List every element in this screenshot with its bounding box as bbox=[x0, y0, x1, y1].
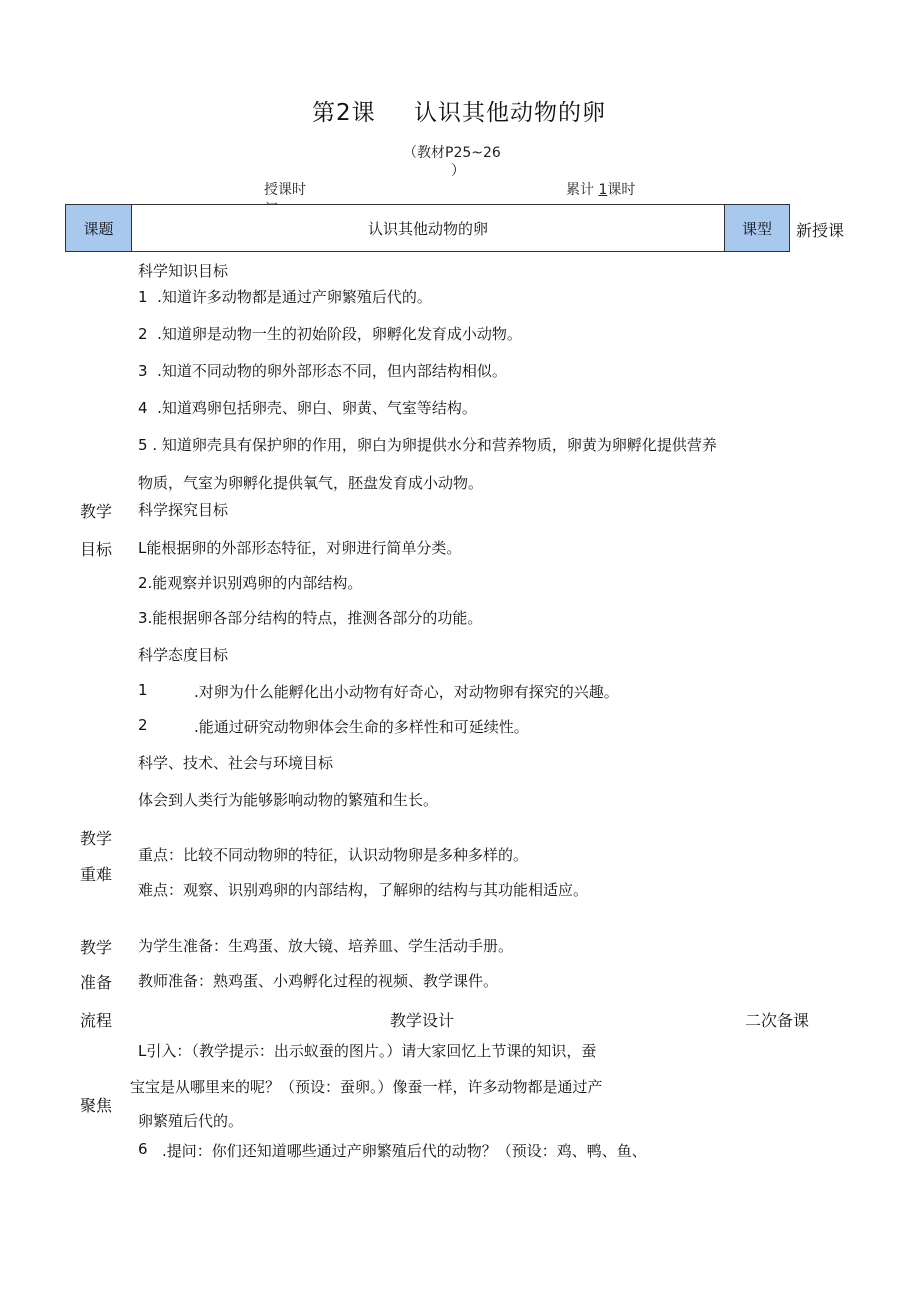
design-column-header: 教学设计 bbox=[390, 1011, 455, 1030]
prep-teacher: 教师准备：熟鸡蛋、小鸡孵化过程的视频、教学课件。 bbox=[138, 972, 499, 990]
inquiry-heading: 科学探究目标 bbox=[138, 501, 229, 519]
textbook-ref-close: ） bbox=[451, 163, 465, 179]
intro-line: L引入：（教学提示：出示蚁蚕的图片。）请大家回忆上节课的知识，蚕 bbox=[138, 1042, 597, 1060]
total-suffix: 课时 bbox=[607, 182, 636, 198]
attitude-item-text: .能通过研究动物卵体会生命的多样性和可延续性。 bbox=[194, 718, 529, 736]
inquiry-item: 3.能根据卵各部分结构的特点，推测各部分的功能。 bbox=[138, 609, 483, 627]
goals-side-label: 教学 bbox=[80, 502, 113, 521]
inquiry-item: 2.能观察并识别鸡卵的内部结构。 bbox=[138, 574, 363, 592]
attitude-item-text: .对卵为什么能孵化出小动物有好奇心，对动物卵有探究的兴趣。 bbox=[194, 683, 619, 701]
knowledge-item: 5 . 知道卵壳具有保护卵的作用，卵白为卵提供水分和营养物质，卵黄为卵孵化提供营养 bbox=[138, 436, 717, 454]
keypoints-side-label-cont: 重难 bbox=[80, 865, 113, 884]
keypoints-side-label: 教学 bbox=[80, 829, 113, 848]
second-prep-column-header: 二次备课 bbox=[745, 1011, 810, 1030]
focus-section-label: 聚焦 bbox=[80, 1096, 113, 1115]
intro-line: 卵繁殖后代的。 bbox=[138, 1112, 244, 1130]
attitude-item: 1 bbox=[138, 681, 148, 699]
prep-students: 为学生准备：生鸡蛋、放大镜、培养皿、学生活动手册。 bbox=[138, 937, 514, 955]
topic-label: 课题 bbox=[65, 204, 132, 252]
inquiry-item: L能根据卵的外部形态特征，对卵进行简单分类。 bbox=[138, 539, 462, 557]
attitude-item: 2 bbox=[138, 716, 148, 734]
goals-side-label-cont: 目标 bbox=[80, 540, 113, 559]
textbook-ref: （教材P25~26 bbox=[403, 145, 501, 161]
intro-line: 宝宝是从哪里来的呢？（预设：蚕卵。）像蚕一样，许多动物都是通过产 bbox=[130, 1078, 603, 1096]
lesson-title: 认识其他动物的卵 bbox=[414, 100, 606, 126]
knowledge-item: 4 .知道鸡卵包括卵壳、卵白、卵黄、气室等结构。 bbox=[138, 399, 477, 417]
question-number: 6 bbox=[138, 1140, 148, 1158]
teach-time-label: 授课时 bbox=[264, 182, 306, 198]
prep-side-label: 教学 bbox=[80, 938, 113, 957]
knowledge-item: 3 .知道不同动物的卵外部形态不同，但内部结构相似。 bbox=[138, 362, 507, 380]
question-text: .提问：你们还知道哪些通过产卵繁殖后代的动物？（预设：鸡、鸭、鱼、 bbox=[162, 1142, 647, 1160]
knowledge-heading: 科学知识目标 bbox=[138, 262, 229, 280]
attitude-heading: 科学态度目标 bbox=[138, 646, 229, 664]
sts-heading: 科学、技术、社会与环境目标 bbox=[138, 754, 334, 772]
type-label: 课型 bbox=[724, 204, 790, 252]
type-value: 新授课 bbox=[796, 221, 845, 240]
lesson-number: 第2课 bbox=[312, 100, 376, 126]
key-point: 重点：比较不同动物卵的特征，认识动物卵是多种多样的。 bbox=[138, 846, 529, 864]
total-hours bbox=[566, 179, 635, 199]
knowledge-item: 1 .知道许多动物都是通过产卵繁殖后代的。 bbox=[138, 288, 432, 306]
total-prefix: 累计 bbox=[566, 182, 594, 198]
prep-side-label-cont: 准备 bbox=[80, 973, 113, 992]
knowledge-item-cont: 物质，气室为卵孵化提供氧气，胚盘发育成小动物。 bbox=[138, 474, 484, 492]
flow-column-header: 流程 bbox=[80, 1011, 113, 1030]
knowledge-item: 2 .知道卵是动物一生的初始阶段，卵孵化发育成小动物。 bbox=[138, 325, 522, 343]
total-count: 1 bbox=[598, 182, 608, 198]
topic-value: 认识其他动物的卵 bbox=[131, 204, 725, 252]
sts-text: 体会到人类行为能够影响动物的繁殖和生长。 bbox=[138, 791, 439, 809]
difficult-point: 难点：观察、识别鸡卵的内部结构，了解卵的结构与其功能相适应。 bbox=[138, 881, 589, 899]
